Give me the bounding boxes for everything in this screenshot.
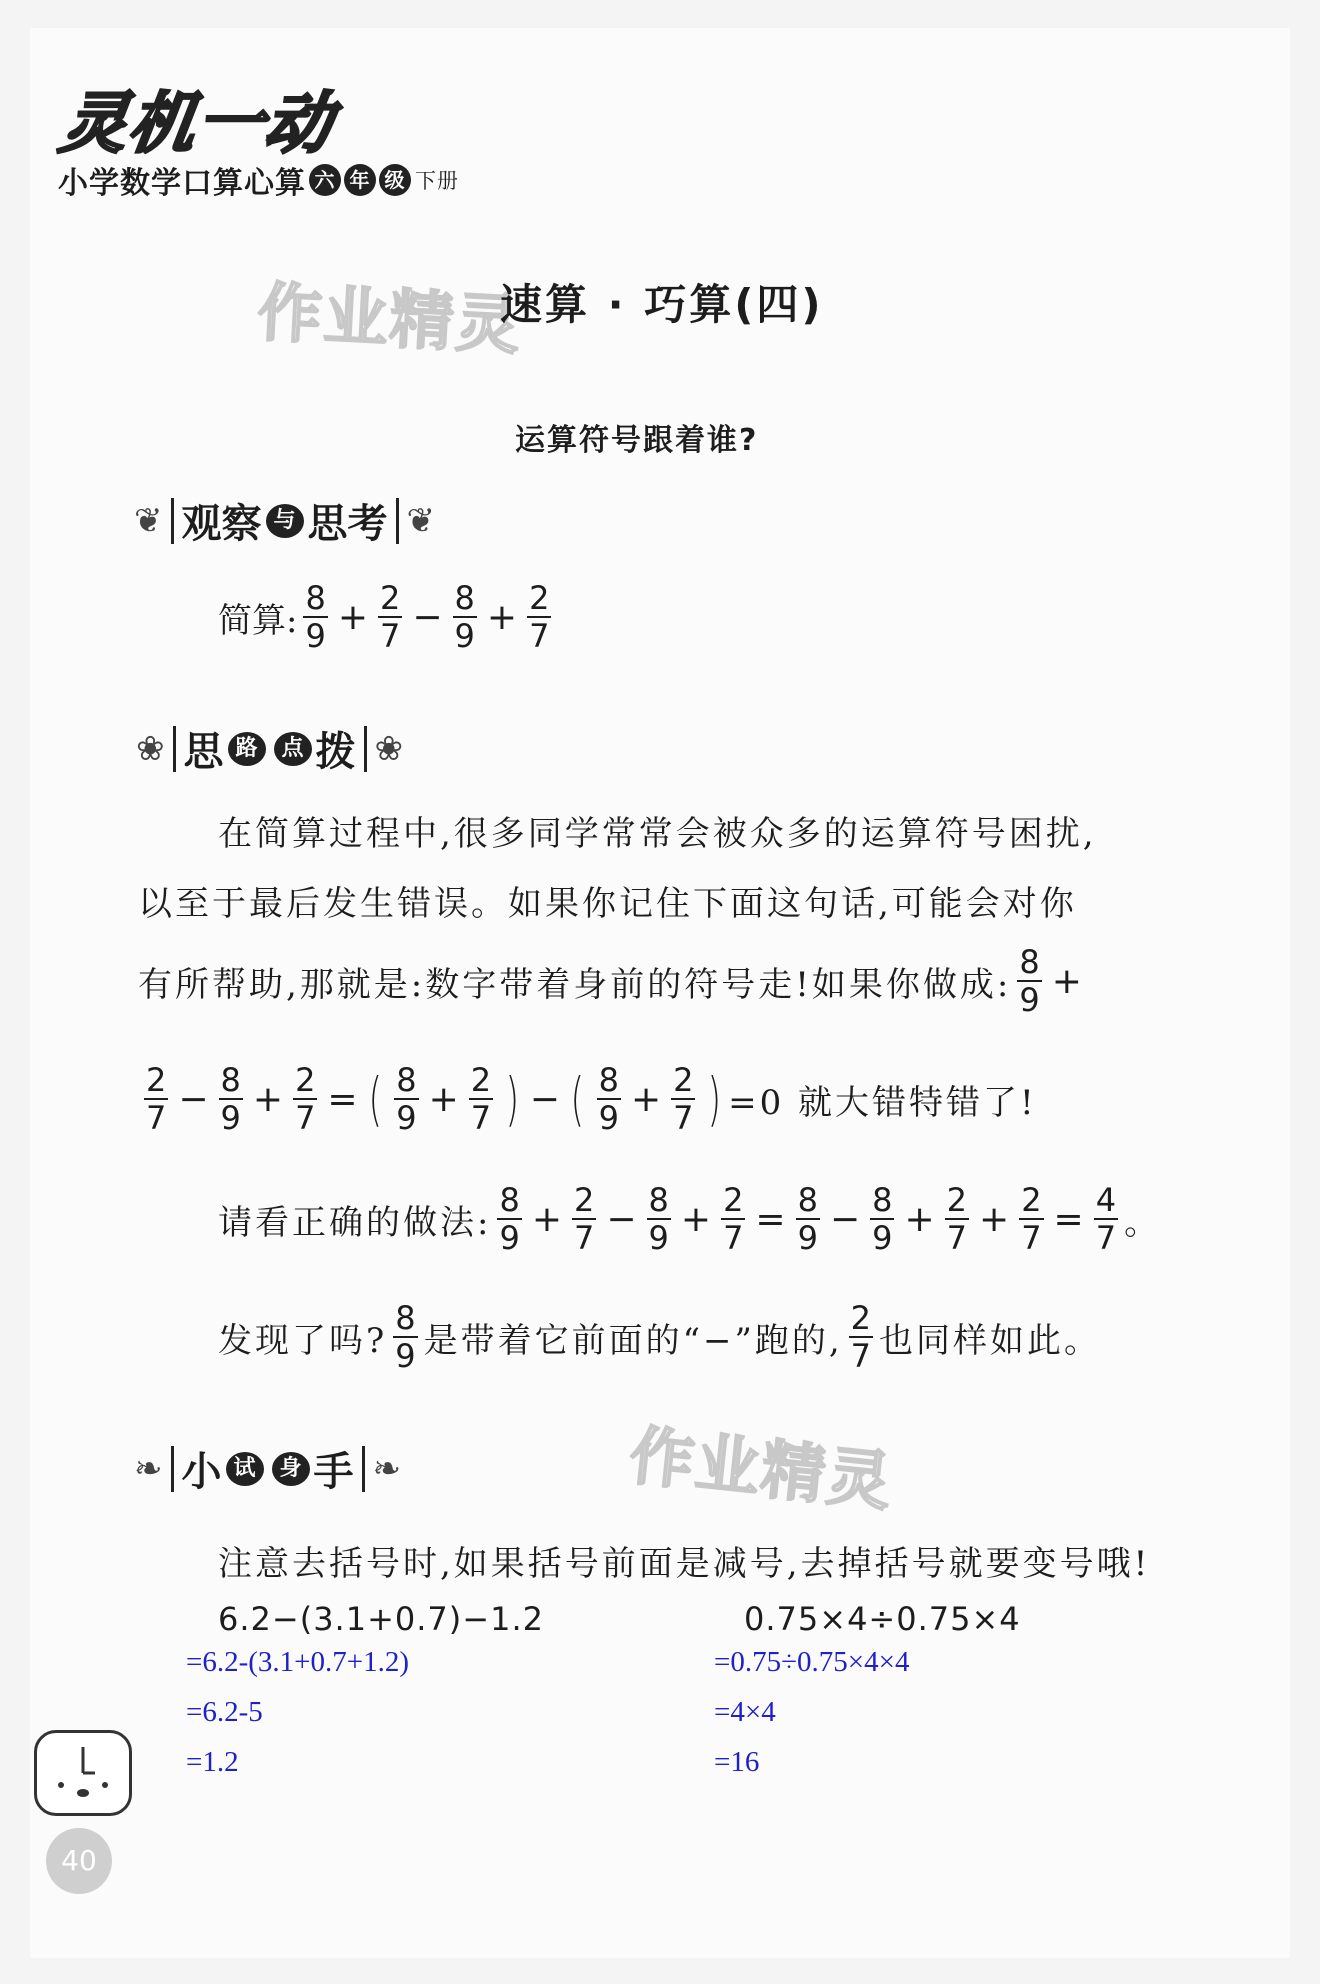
- fraction: $\frac{2}{7}$: [470, 1061, 492, 1137]
- clock-mascot-face-icon: [37, 1733, 129, 1813]
- fraction: $\frac{2}{7}$: [723, 1181, 744, 1257]
- heading-divider: [171, 498, 174, 544]
- section-heading-try: [134, 1440, 401, 1497]
- fraction: $\frac{2}{7}$: [295, 1061, 316, 1137]
- operator: −: [178, 1078, 209, 1120]
- fraction: $\frac{2}{7}$: [380, 579, 401, 655]
- section-heading-observe: [134, 492, 435, 549]
- fraction: $\frac{2}{7}$: [529, 579, 550, 655]
- flourish-left-icon: ❦: [134, 500, 163, 541]
- heading-badge: 点: [274, 732, 312, 766]
- heading-word: 手: [313, 1449, 354, 1495]
- operator: +: [1051, 960, 1082, 1002]
- operator: +: [979, 1198, 1010, 1240]
- flourish-right-icon: ❦: [406, 500, 435, 541]
- fraction: $\frac{8}{9}$: [454, 579, 475, 655]
- heading-badge: 与: [266, 504, 304, 538]
- heading-divider: [362, 1446, 365, 1492]
- fraction: $\frac{8}{9}$: [1019, 943, 1040, 1019]
- operator: +: [531, 1198, 562, 1240]
- flower-left-icon: ❀: [136, 728, 165, 769]
- swirl-right-icon: ❧: [372, 1448, 401, 1489]
- fraction: $\frac{2}{7}$: [946, 1181, 968, 1257]
- operator: +: [252, 1078, 284, 1120]
- operator: =: [755, 1198, 786, 1240]
- grade-badge-1: 六: [309, 164, 341, 196]
- hint-line-3-text: 有所帮助,那就是:数字带着身前的符号走!如果你做成:: [138, 964, 1012, 1005]
- operator: −: [829, 1198, 861, 1240]
- operator: +: [680, 1198, 712, 1240]
- page-subtitle: 运算符号跟着谁?: [515, 423, 759, 458]
- simplify-expression: [218, 580, 557, 654]
- hint-line-3: [138, 944, 1086, 1018]
- problem-2-step-3: =16: [714, 1746, 760, 1778]
- problem-1-step-1: =6.2-(3.1+0.7+1.2): [186, 1646, 410, 1678]
- operator: −: [606, 1198, 637, 1240]
- book-title: [58, 158, 459, 202]
- fraction: $\frac{8}{9}$: [598, 1061, 619, 1137]
- heading-word: 拨: [315, 729, 356, 775]
- operator: +: [337, 596, 368, 638]
- wrong-method-expression: [138, 1062, 1037, 1136]
- fraction: $\frac{8}{9}$: [872, 1181, 893, 1257]
- flower-right-icon: ❀: [374, 728, 403, 769]
- paren-open: (: [570, 1065, 585, 1133]
- heading-badge: 试: [226, 1452, 264, 1486]
- correct-method-expression: [218, 1182, 1161, 1256]
- tip-text: 注意去括号时,如果括号前面是减号,去掉括号就要变号哦!: [218, 1544, 1151, 1584]
- fraction: $\frac{8}{9}$: [797, 1181, 818, 1257]
- page-title: 速算 · 巧算(四): [500, 280, 824, 329]
- paren-close: ): [505, 1065, 520, 1133]
- page-number: 40: [46, 1828, 112, 1894]
- heading-word: 小: [181, 1449, 222, 1495]
- fraction: $\frac{8}{9}$: [305, 579, 326, 655]
- period: 。: [1124, 1202, 1162, 1243]
- wrong-method-conclusion: =0 就大错特错了!: [728, 1082, 1037, 1123]
- operator: =: [1053, 1198, 1084, 1240]
- operator: +: [904, 1198, 935, 1240]
- discovery-text-2: 是带着它前面的“−”跑的,: [423, 1320, 843, 1361]
- paren-open: (: [368, 1065, 382, 1133]
- clock-mascot-icon: [34, 1730, 132, 1816]
- swirl-left-icon: ❧: [134, 1448, 163, 1489]
- heading-badge: 身: [272, 1452, 310, 1486]
- grade-badge-3: 级: [379, 164, 411, 196]
- operator: =: [327, 1078, 358, 1120]
- operator: −: [529, 1078, 560, 1120]
- operator: +: [630, 1078, 662, 1120]
- fraction: $\frac{8}{9}$: [648, 1181, 669, 1257]
- heading-word: 观察: [181, 501, 262, 547]
- operator: −: [412, 596, 443, 638]
- hint-line-2: 以至于最后发生错误。如果你记住下面这句话,可能会对你: [138, 884, 1077, 924]
- series-logo: 灵机一动: [55, 84, 339, 162]
- fraction: $\frac{8}{9}$: [499, 1181, 520, 1257]
- fraction: $\frac{2}{7}$: [673, 1061, 694, 1137]
- paren-close: ): [707, 1065, 722, 1133]
- heading-badge: 路: [228, 732, 266, 766]
- heading-word: 思考: [307, 501, 388, 547]
- fraction: $\frac{8}{9}$: [395, 1299, 416, 1375]
- watermark-middle: 作业精灵: [626, 1419, 897, 1521]
- fraction: $\frac{2}{7}$: [574, 1181, 595, 1257]
- heading-divider: [171, 1446, 174, 1492]
- simplify-label: 简算:: [218, 600, 298, 641]
- hint-line-1: 在简算过程中,很多同学常常会被众多的运算符号困扰,: [218, 814, 1097, 854]
- heading-divider: [396, 498, 399, 544]
- problem-1-question: 6.2−(3.1+0.7)−1.2: [218, 1600, 544, 1638]
- operator: +: [428, 1078, 459, 1120]
- discovery-text-1: 发现了吗?: [218, 1320, 388, 1361]
- grade-badge-2: 年: [344, 164, 376, 196]
- problem-2-question: 0.75×4÷0.75×4: [744, 1600, 1021, 1638]
- discovery-text-3: 也同样如此。: [879, 1320, 1102, 1361]
- problem-2-step-2: =4×4: [714, 1696, 776, 1728]
- fraction: $\frac{2}{7}$: [146, 1061, 167, 1137]
- correct-method-label: 请看正确的做法:: [218, 1202, 492, 1243]
- volume-label: 下册: [415, 169, 459, 193]
- fraction: $\frac{8}{9}$: [396, 1061, 417, 1137]
- problem-1-step-3: =1.2: [186, 1746, 239, 1778]
- fraction: $\frac{2}{7}$: [1021, 1181, 1042, 1257]
- section-heading-hint: [136, 720, 403, 777]
- operator: +: [486, 596, 518, 638]
- problem-2-step-1: =0.75÷0.75×4×4: [714, 1646, 910, 1678]
- discovery-line: [218, 1300, 1101, 1374]
- book-title-text: 小学数学口算心算: [58, 166, 306, 201]
- fraction: $\frac{2}{7}$: [850, 1299, 872, 1375]
- heading-divider: [364, 726, 367, 772]
- heading-word: 思: [183, 729, 224, 775]
- problem-1-step-2: =6.2-5: [186, 1696, 263, 1728]
- heading-divider: [173, 726, 176, 772]
- fraction: $\frac{4}{7}$: [1095, 1181, 1117, 1257]
- fraction: $\frac{8}{9}$: [220, 1061, 241, 1137]
- watermark-top: 作业精灵: [255, 276, 524, 364]
